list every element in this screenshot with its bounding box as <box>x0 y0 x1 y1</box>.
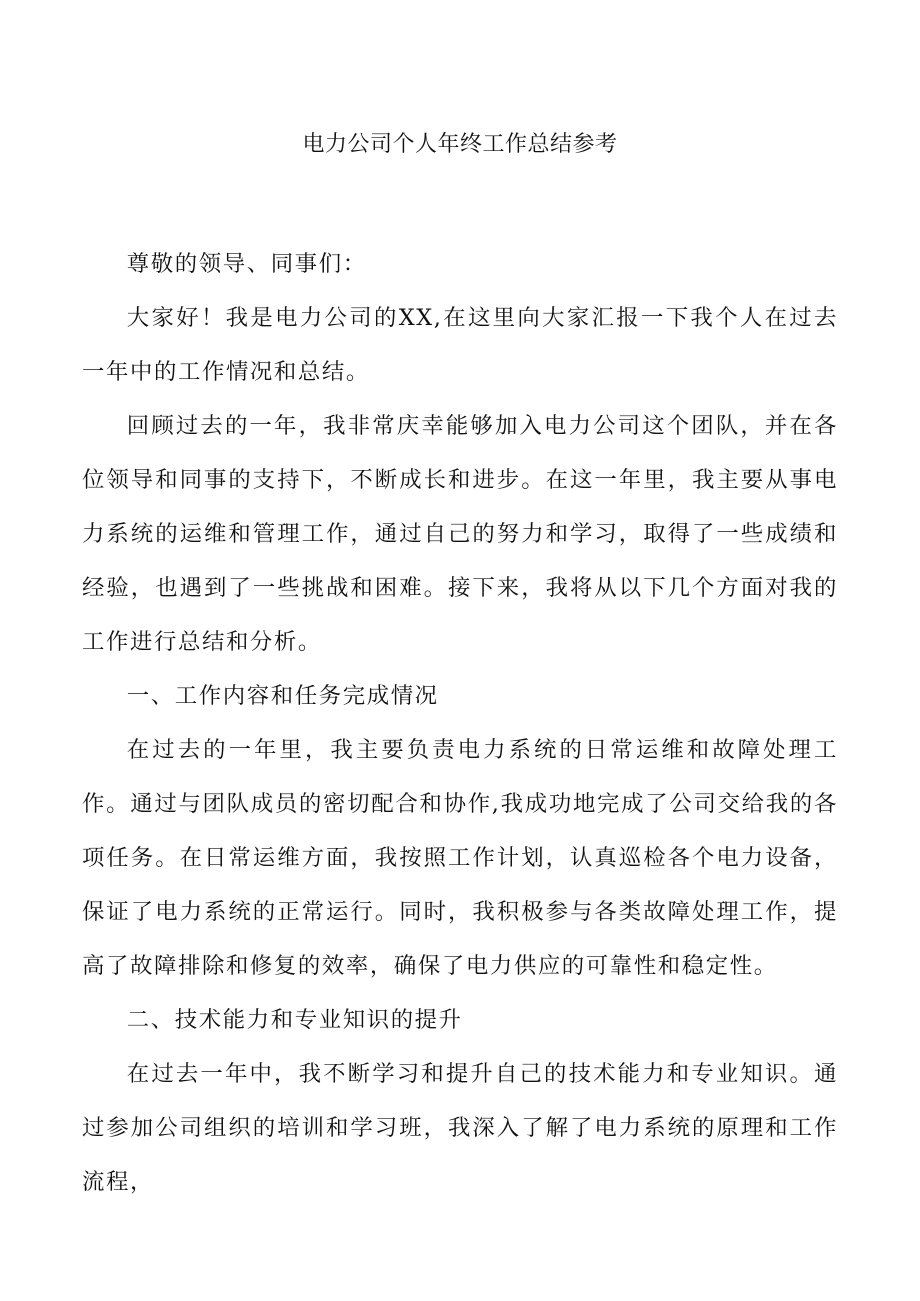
section-heading-1: 一、工作内容和任务完成情况 <box>126 683 439 709</box>
document-title: 电力公司个人年终工作总结参考 <box>302 132 618 157</box>
section-2-paragraph: 在过去一年中，我不断学习和提升自己的技术能力和专业知识。通过参加公司组织的培训和学习班，我深入了解了电力系统的原理和工作流程， <box>82 1061 838 1195</box>
section-heading-2: 二、技术能力和专业知识的提升 <box>126 1007 463 1033</box>
greeting-paragraph: 大家好！我是电力公司的XX,在这里向大家汇报一下我个人在过去一年中的工作情况和总结。 <box>82 305 838 385</box>
review-paragraph: 回顾过去的一年，我非常庆幸能够加入电力公司这个团队，并在各位领导和同事的支持下，不断成长和进步。在这一年里，我主要从事电力系统的运维和管理工作，通过自己的努力和学习，取得了一些成绩和经验，也遇到了一些挑战和困难。接下来，我将从以下几个方面对我的工作进行总结和分析。 <box>82 413 838 655</box>
section-1-paragraph: 在过去的一年里，我主要负责电力系统的日常运维和故障处理工作。通过与团队成员的密切配合和协作,我成功地完成了公司交给我的各项任务。在日常运维方面，我按照工作计划，认真巡检各个电力设备，保证了电力系统的正常运行。同时，我积极参与各类故障处理工作，提高了故障排除和修复的效率，确保了电力供应的可靠性和稳定性。 <box>82 737 838 979</box>
document-body <box>82 237 838 1209</box>
salutation-paragraph: 尊敬的领导、同事们： <box>126 251 367 277</box>
